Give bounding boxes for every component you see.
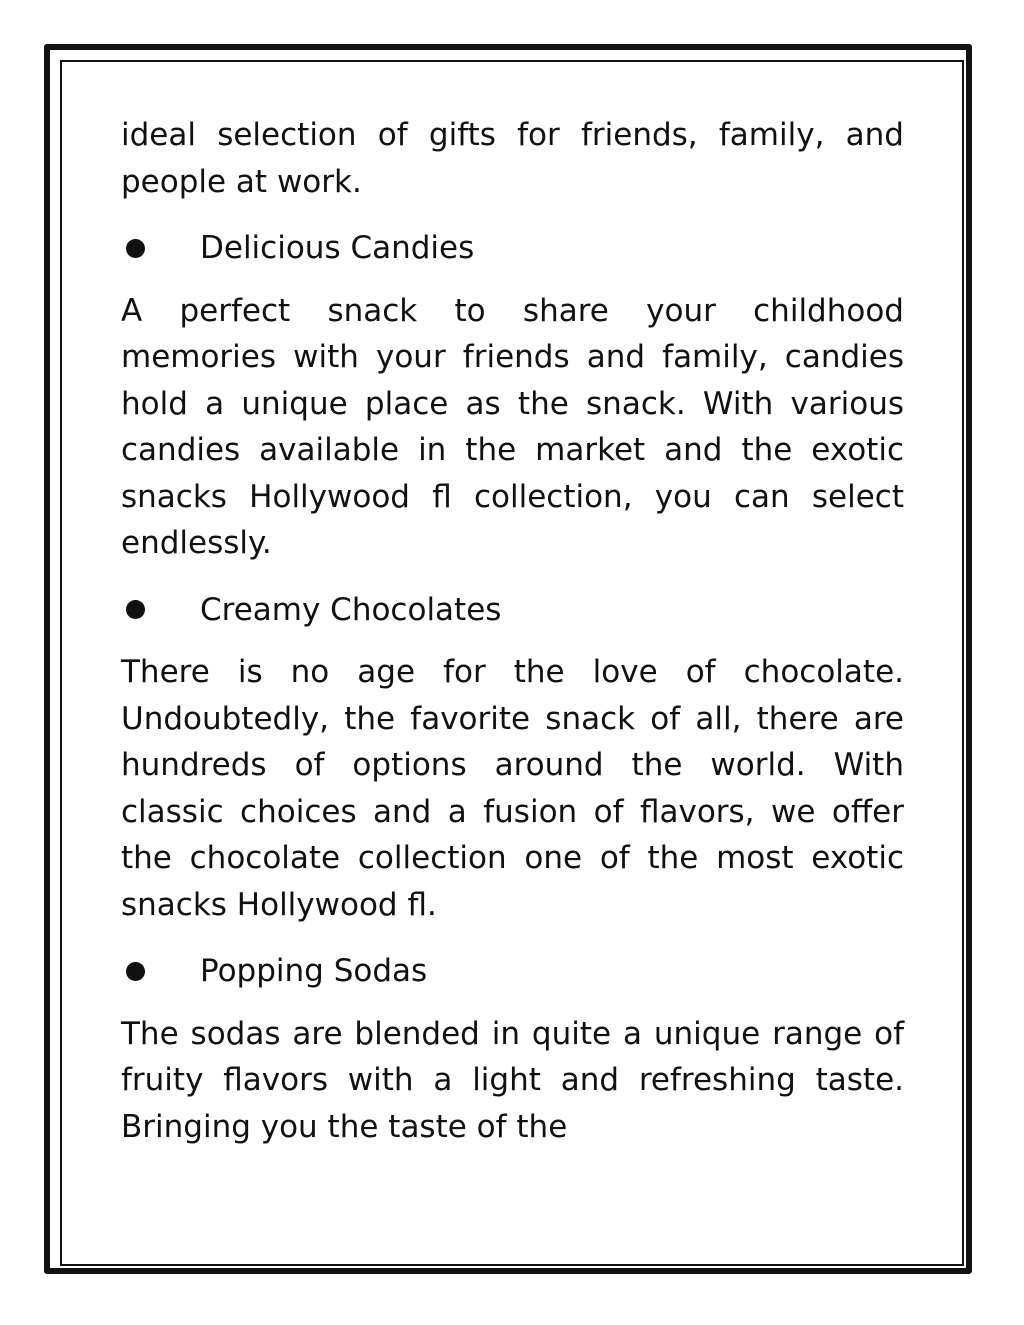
- document-body: [121, 112, 904, 1150]
- bullet-item-creamy-chocolates: [121, 587, 904, 634]
- bullet-dot-icon: [126, 239, 145, 258]
- bullet-dot-icon: [126, 600, 145, 619]
- intro-paragraph: ideal selection of gifts for friends, family, and people at work.: [121, 117, 904, 200]
- section-heading: Creamy Chocolates: [200, 591, 502, 628]
- section-paragraph-chocolates: There is no age for the love of chocolate. Undoubtedly, the favorite snack of all, there are hundreds of options around the world. With classic choices and a fusion of flavors, we offer the chocolate collection one of the most exotic snacks Hollywood fl.: [121, 654, 904, 923]
- section-heading: Popping Sodas: [200, 953, 428, 989]
- bullet-item-delicious-candies: [121, 225, 904, 272]
- bullet-item-popping-sodas: [121, 948, 904, 995]
- bullet-dot-icon: [126, 962, 145, 981]
- section-paragraph-candies: A perfect snack to share your childhood memories with your friends and family, candies hold a unique place as the snack. With various candies available in the market and the exotic snacks Hollywood fl collection, you can select endlessly.: [121, 292, 904, 561]
- section-heading: Delicious Candies: [200, 230, 475, 266]
- section-paragraph-sodas: The sodas are blended in quite a unique range of fruity flavors with a light and refreshing taste. Bringing you the taste of the: [121, 1015, 904, 1145]
